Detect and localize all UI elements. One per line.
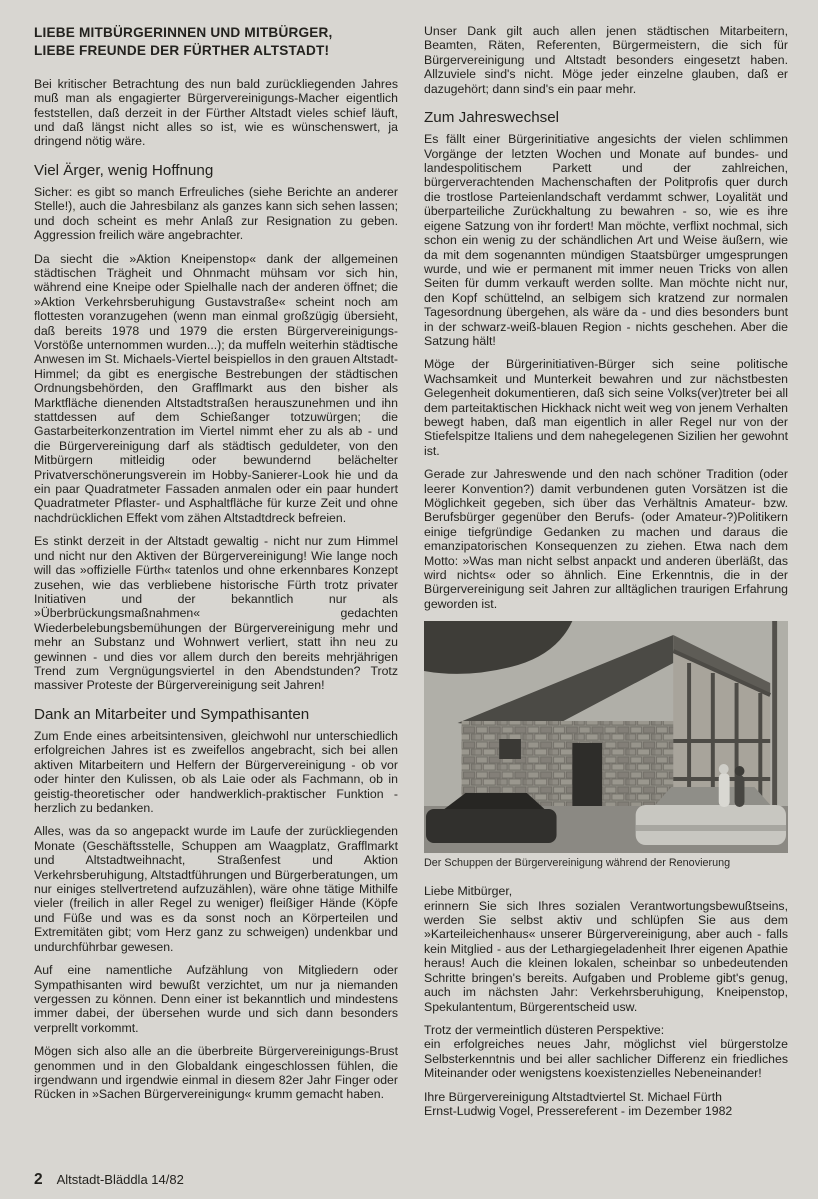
right-column <box>424 24 788 1127</box>
paragraph-dank-stadt: Unser Dank gilt auch allen jenen städtischen Mitarbeitern, Beamten, Räten, Referenten, Bürgermeistern, die sich für Bürgervereinigung und Altstadt besonders eingesetzt haben. Allzuviele sind's nicht. Möge jeder einzelne glauben, daß er dazugehört; dann sind's ein paar mehr. <box>424 24 788 96</box>
page-footer <box>34 1171 184 1189</box>
page-number: 2 <box>34 1171 43 1188</box>
perspective-intro: Trotz der vermeintlich düsteren Perspektive: <box>424 1022 665 1037</box>
paragraph-aerger-1: Sicher: es gibt so manch Erfreuliches (siehe Berichte an anderer Stelle!), auch die Jahresbilanz als ganzes kann sich sehen lassen; und doch scheint es mehr Anlaß zur Resignation zu geben. Aggression freilich wäre angebrachter. <box>34 184 398 243</box>
paragraph-appell: erinnern Sie sich Ihres sozialen Verantwortungsbewußtseins, werden Sie selbst aktiv und schlüpfen Sie aus dem »Karteileichenhaus« unserer Bürgervereinigung, aber auch - falls kein Mitglied - aus der Lethargiegeladenheit Ihrer eigenen Apathie heraus! Auch die kleinen lokalen, scheinbar so unbedeutenden Schritte bringen's bereits. Aufgaben und Probleme gibt's genug, auch im nächsten Jahr: Verkehrsberuhigung, Kneipenstop, Spekulantentum, Bürgerentscheid usw. <box>424 898 788 1014</box>
paragraph-dank-4: Mögen sich also alle an die überbreite Bürgervereinigungs-Brust genommen und in den Globaldank eingeschlossen fühlen, die irgendwann und irgendwie einmal in diesem 82er Jahr Finger oder Rücken in »Sachen Bürgervereinigung« krumm gemacht haben. <box>34 1044 398 1102</box>
paragraph-dank-1: Zum Ende eines arbeitsintensiven, gleichwohl nur unterschiedlich erfolgreichen Jahres ist es zweifellos angebracht, sich bei allen aktiven Mitarbeitern und Helfern der Bürgervereinigung - ob vor oder hinter den Kulissen, ob als Laie oder als Fachmann, ob in geistig-theoretischer oder handwerklich-praktischer Funktion - herzlich zu bedanken. <box>34 729 398 816</box>
section-title-jahreswechsel: Zum Jahreswechsel <box>424 109 560 127</box>
paragraph-jahreswechsel-1: Es fällt einer Bürgerinitiative angesichts der vielen schlimmen Vorgänge der letzten Wochen und Monate auf bundes- und landespolitischem Parkett und der zahlreichen, bürgerverachtenden Machenschaften der Politprofis quer durch die trostlose Parteienlandschaft verdammt schwer, Loyalität und überparteiliche Zurückhaltung zu bewahren - so, wie es ihre eigene Satzung von ihr fordert! Man möchte, verflixt nochmal, sich schon ein wenig zu der schändlichen Art und Weise äußern, wie da mit dem sogenannten mündigen Staatsbürger umgesprungen wurde, und wie er permanent mit immer neuen Tricks von allen Seiten für dumm verkauft werden sollte. Man möchte nicht nur, den Kopf schüttelnd, an selbigem sich kratzend zur normalen Tagesordnung übergehen, als wäre da - und dies besonders bunt in der schwarz-weiß-blauen Region - nichts geschehen. Aber die Satzung hält! <box>424 132 788 348</box>
left-column <box>34 24 398 1127</box>
paragraph-jahreswechsel-3: Gerade zur Jahreswende und den nach schöner Tradition (oder leerer Konvention?) damit verbundenen guten Vorsätzen ist die Möglichkeit gegeben, sich über das Verhältnis Amateur- bzw. Berufsbürger gegenüber den Berufs- (oder Amateur-?)Politikern einige tiefgründige Gedanken zu machen und daraus die emanzipatorischen Konsequenzen zu ziehen. Etwa nach dem Motto: »Was man nicht selbst anpackt und anderen überläßt, das wird nichts« oder so ähnlich. Eine Erkenntnis, die in der Bürgervereinigung seit Jahren zur alltäglichen traurigen Erfahrung geworden ist. <box>424 467 788 611</box>
signature-line-2: Ernst-Ludwig Vogel, Pressereferent - im Dezember 1982 <box>424 1103 733 1118</box>
issue-label: Altstadt-Bläddla 14/82 <box>56 1172 184 1187</box>
page-title-line-1: LIEBE MITBÜRGERINNEN UND MITBÜRGER, <box>34 25 333 40</box>
intro-paragraph: Bei kritischer Betrachtung des nun bald zurückliegenden Jahres muß man als engagierter Bürgervereinigungs-Macher eigentlich feststellen, daß derzeit in der Fürther Altstadt vieles schief läuft, und daß längst nicht alles so ist, wie es wünschenswert, ja dringend nötig wäre. <box>34 76 398 149</box>
paragraph-dank-2: Alles, was da so angepackt wurde im Laufe der zurückliegenden Monate (Geschäftsstelle, Schuppen am Waagplatz, Grafflmarkt und Altstadtweihnacht, Straßenfest und Aktion Verkehrsberuhigung, Altstadtführungen und Bürgerberatungen, um nur einiges stellvertretend aufzuzählen), wäre ohne tätige Mithilfe vieler (freilich in aller Regel zu weniger) fleißiger Hände (Köpfe und Füße und was es da sonst noch an Körperteilen und Extremitäten gibt; vom Herz ganz zu schweigen) undenkbar und undurchführbar gewesen. <box>34 824 398 954</box>
paragraph-jahreswechsel-2: Möge der Bürgerinitiativen-Bürger sich seine politische Wachsamkeit und Munterkeit bewahren und zur nächstbesten Gelegenheit dokumentieren, daß sich seine Volks(ver)treter bei all dem parteitaktischen Hickhack nicht weit weg von jenem Verhalten bewegt haben, daß man eigentlich in aller Regel nur von der Stiefelspitze Italiens und dem nahegelegenen Sizilien her gewohnt ist. <box>424 357 788 458</box>
photo-caption: Der Schuppen der Bürgervereinigung während der Renovierung <box>424 857 731 870</box>
section-title-dank: Dank an Mitarbeiter und Sympathisanten <box>34 705 310 723</box>
section-title-viel-aerger: Viel Ärger, wenig Hoffnung <box>34 161 214 179</box>
page-title-line-2: LIEBE FREUNDE DER FÜRTHER ALTSTADT! <box>34 43 330 59</box>
paragraph-dank-3: Auf eine namentliche Aufzählung von Mitgliedern oder Sympathisanten wird bewußt verzichtet, um nur ja niemanden vergessen zu können. Denn einer ist bekanntlich und mindestens immer dabei, der übersehen wurde und sich dann besonders verprellt vorkommt. <box>34 963 398 1035</box>
paragraph-wuensche: ein erfolgreiches neues Jahr, möglichst viel bürgerstolze Selbsterkenntnis und bei aller sachlicher Differenz ein friedliches Miteinander oder wenigstens koexistenzielles Nebeneinander! <box>424 1037 788 1081</box>
page-title <box>34 24 398 61</box>
paragraph-aerger-2: Da siecht die »Aktion Kneipenstop« dank der allgemeinen städtischen Trägheit und Ohnmacht mühsam vor sich hin, während eine Kneipe oder Spielhalle nach der anderen öffnet; die »Aktion Verkehrsberuhigung Gustavstraße« scheint noch am flottesten voranzugehen (wenn man einmal großzügig übersieht, daß bereits 1978 und 1979 die ersten Bürgervereinigungs-Vorstöße unternommen wurden...); da muffeln weiterhin städtische Anwesen im St. Michaels-Viertel beispiellos in den grauen Altstadt-Himmel; da gibt es energische Bestrebungen der städtischen Ordnungsbehörden, den Grafflmarkt aus den bisher als Marktfläche dienenden Altstadtstraßen herauszunehmen und ihn stattdessen auf dem Schießanger totzuwürgen; die Gastarbeiterkonzentration im Viertel nimmt eher zu als ab - und die Bürgervereinigung darf als städtisch geduldeter, von den Mitbürgern mitleidig oder bewundernd belächelter Privatverschönerungsverein im Hobby-Sanierer-Look hie und da ein paar Quadratmeter Fassaden anmalen oder ein paar hundert Quadratmeter Pflaster- und Asphaltfläche für kurze Zeit und ohne nachdrücklichen Effekt vom zähen Altstadtdreck befreien. <box>34 251 398 525</box>
paragraph-aerger-3: Es stinkt derzeit in der Altstadt gewaltig - nicht nur zum Himmel und nicht nur den Aktiven der Bürgervereinigung! Wie lange noch will das »offizielle Fürth« tatenlos und ohne erkennbares Konzept zusehen, wie das verbliebene historische Fürth trotz privater Initiativen und der bekanntlich nur als »Überbrückungsmaßnahmen« gedachten Wiederbelebungsbemühungen der Bürgervereinigung mehr und mehr an Substanz und Wohnwert verliert, statt ihn neu zu gewinnen - und dies vor allem durch den bereits mehrjährigen Trend zum Vergnügungsviertel in den Abendstunden? Trotz massiver Proteste der Bürgervereinigung seit Jahren! <box>34 534 398 693</box>
photo-schuppen <box>424 621 788 853</box>
closing-salutation: Liebe Mitbürger, <box>424 884 513 899</box>
signature-line-1: Ihre Bürgervereinigung Altstadtviertel St. Michael Fürth <box>424 1089 723 1104</box>
photo-schuppen-image <box>424 621 788 853</box>
